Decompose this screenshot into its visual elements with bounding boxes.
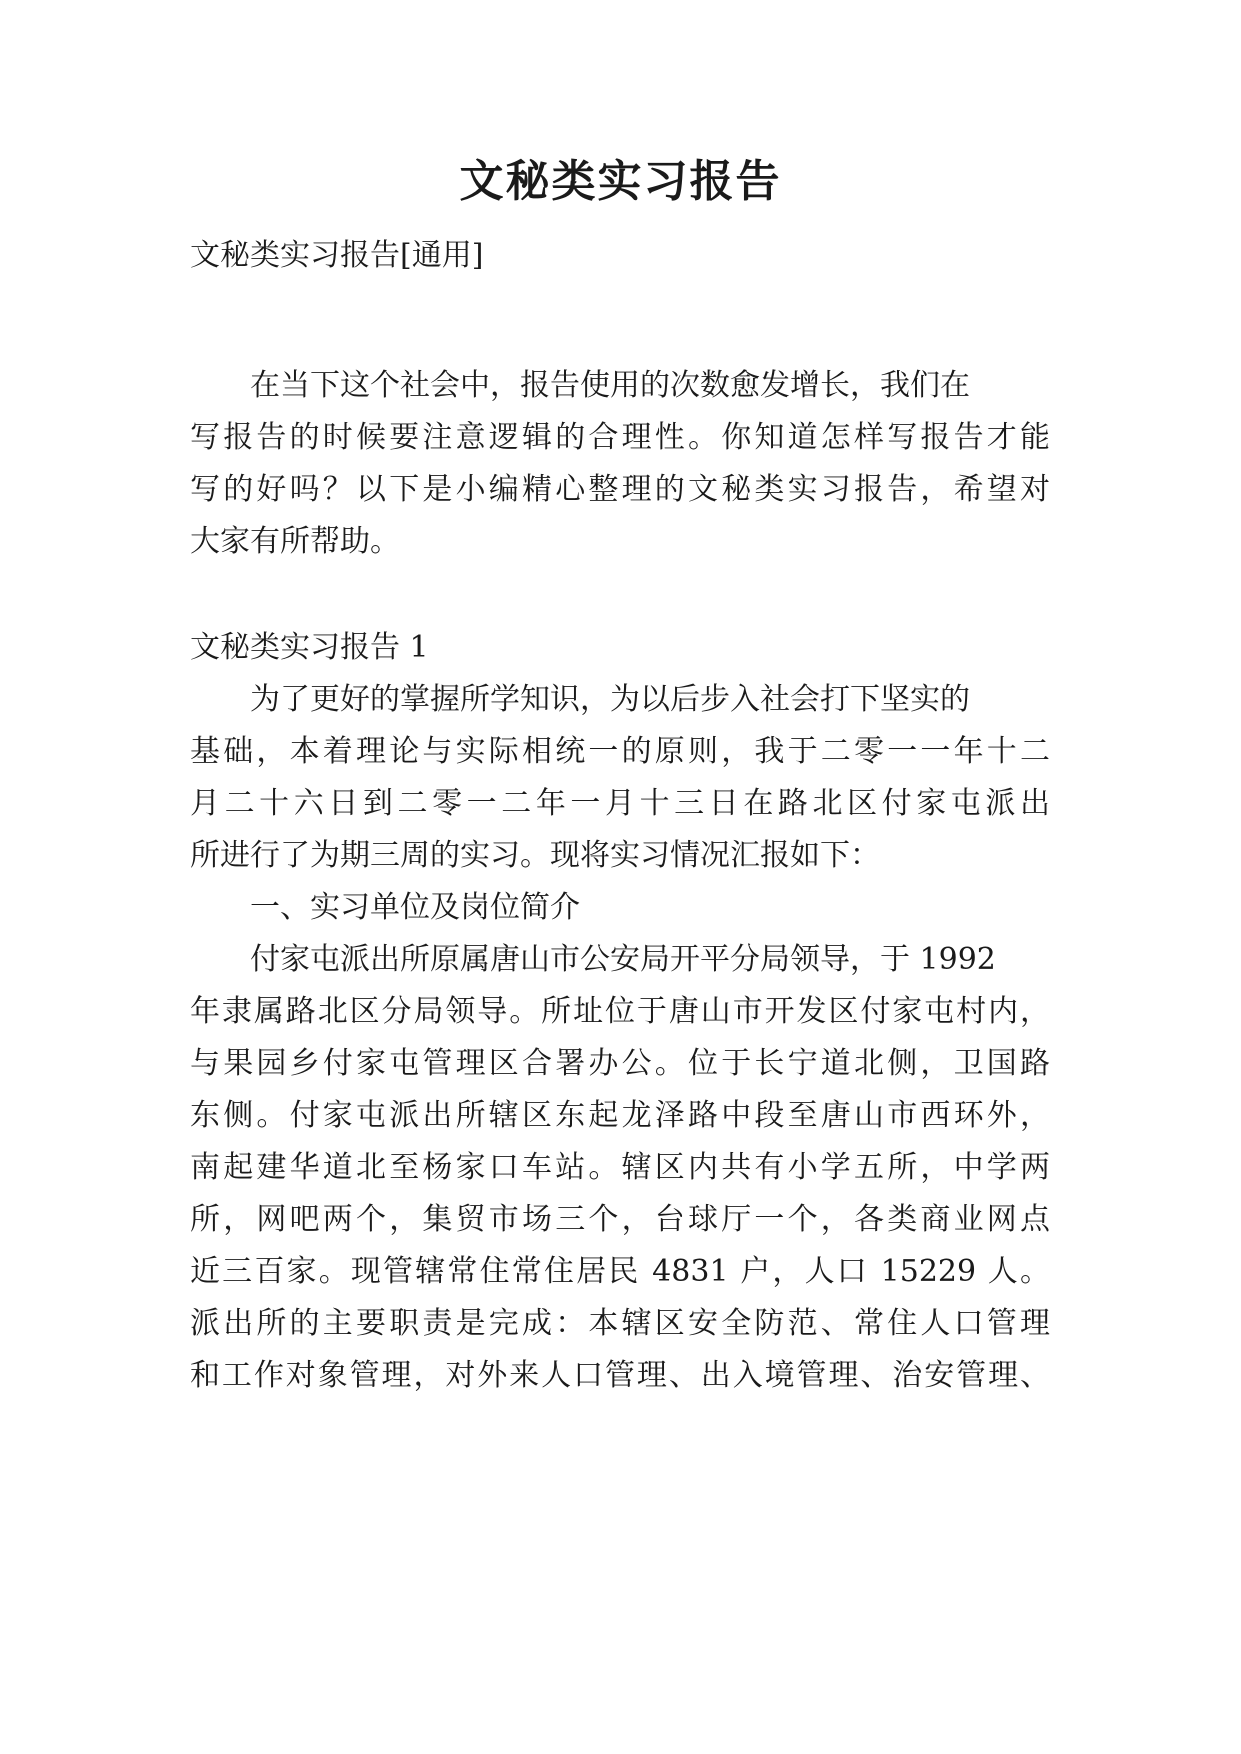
body-line: 近三百家。现管辖常住常住居民 4831 户，人口 15229 人。 (190, 1254, 1050, 1289)
body-line: 基础，本着理论与实际相统一的原则，我于二零一一年十二 (190, 734, 1050, 769)
body-line: 和工作对象管理，对外来人口管理、出入境管理、治安管理、 (190, 1358, 1050, 1393)
body-line: 年隶属路北区分局领导。所址位于唐山市开发区付家屯村内， (190, 994, 1050, 1029)
body-line: 南起建华道北至杨家口车站。辖区内共有小学五所，中学两 (190, 1150, 1050, 1185)
body-line: 付家屯派出所原属唐山市公安局开平分局领导，于 1992 (250, 942, 996, 977)
intro-line: 写报告的时候要注意逻辑的合理性。你知道怎样写报告才能 (190, 420, 1050, 455)
intro-line: 大家有所帮助。 (190, 524, 400, 559)
intro-line: 在当下这个社会中，报告使用的次数愈发增长，我们在 (250, 368, 970, 403)
section-heading: 文秘类实习报告 1 (190, 630, 429, 665)
intro-line: 写的好吗？以下是小编精心整理的文秘类实习报告，希望对 (190, 472, 1050, 507)
body-line: 所进行了为期三周的实习。现将实习情况汇报如下： (190, 838, 880, 873)
body-line: 派出所的主要职责是完成：本辖区安全防范、常住人口管理 (190, 1306, 1050, 1341)
body-line: 所，网吧两个，集贸市场三个，台球厅一个，各类商业网点 (190, 1202, 1050, 1237)
body-line: 东侧。付家屯派出所辖区东起龙泽路中段至唐山市西环外， (190, 1098, 1050, 1133)
section-subheading: 一、实习单位及岗位简介 (250, 890, 580, 925)
document-subtitle: 文秘类实习报告[通用] (190, 238, 484, 273)
body-line: 月二十六日到二零一二年一月十三日在路北区付家屯派出 (190, 786, 1050, 821)
body-line: 为了更好的掌握所学知识，为以后步入社会打下坚实的 (250, 682, 970, 717)
document-title: 文秘类实习报告 (459, 156, 782, 207)
body-line: 与果园乡付家屯管理区合署办公。位于长宁道北侧，卫国路 (190, 1046, 1050, 1081)
